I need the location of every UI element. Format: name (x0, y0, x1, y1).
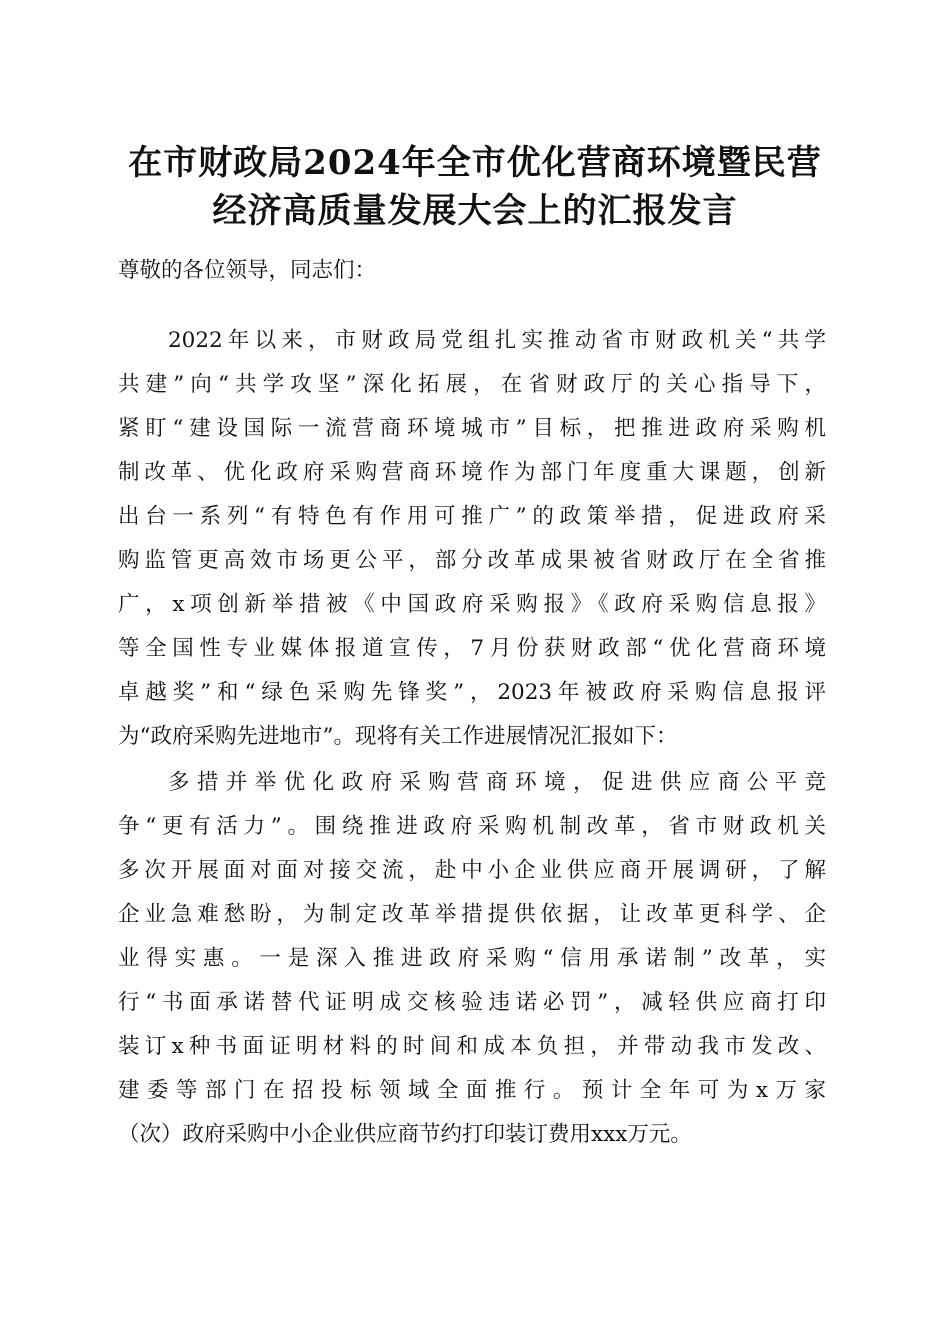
paragraph-2-line: 争“更有活力”。围绕推进政府采购机制改革，省市财政机关 (118, 814, 826, 839)
paragraph-2-line: 业得实惠。一是深入推进政府采购“信用承诺制”改革，实 (118, 946, 826, 971)
paragraph-2-line: 企业急难愁盼，为制定改革举措提供依据，让改革更科学、企 (118, 902, 826, 927)
paragraph-1-line: 购监管更高效市场更公平，部分改革成果被省财政厅在全省推 (118, 548, 826, 573)
paragraph-1-line: 等全国性专业媒体报道宣传，7月份获财政部“优化营商环境 (118, 636, 826, 661)
paragraph-2-line: 装订x种书面证明材料的时间和成本负担，并带动我市发改、 (118, 1034, 826, 1059)
paragraph-1-line: 制改革、优化政府采购营商环境作为部门年度重大课题，创新 (118, 460, 826, 485)
paragraph-1-line: 共建”向“共学攻坚”深化拓展，在省财政厅的关心指导下， (118, 372, 826, 397)
paragraph-2-line: （次）政府采购中小企业供应商节约打印装订费用xxx万元。 (118, 1122, 692, 1147)
paragraph-2-line: 多次开展面对面对接交流，赴中小企业供应商开展调研，了解 (118, 858, 826, 883)
document-title-line-2: 经济高质量发展大会上的汇报发言 (212, 191, 738, 231)
paragraph-1-line: 2022年以来，市财政局党组扎实推动省市财政机关“共学 (168, 328, 826, 353)
paragraph-1-line: 广，x项创新举措被《中国政府采购报》《政府采购信息报》 (118, 592, 826, 617)
paragraph-1-line: 出台一系列“有特色有作用可推广”的政策举措，促进政府采 (118, 504, 826, 529)
salutation: 尊敬的各位领导，同志们： (118, 258, 377, 283)
paragraph-2-line: 建委等部门在招投标领域全面推行。预计全年可为x万家 (118, 1078, 826, 1103)
paragraph-1-line: 为“政府采购先进地市”。现将有关工作进展情况汇报如下： (118, 724, 678, 749)
paragraph-2-line: 多措并举优化政府采购营商环境，促进供应商公平竞 (168, 770, 826, 795)
document-title-line-1: 在市财政局2024年全市优化营商环境暨民营 (128, 143, 822, 183)
paragraph-1-line: 卓越奖”和“绿色采购先锋奖”，2023年被政府采购信息报评 (118, 680, 826, 705)
paragraph-1-line: 紧盯“建设国际一流营商环境城市”目标，把推进政府采购机 (118, 416, 826, 441)
paragraph-2-line: 行“书面承诺替代证明成交核验违诺必罚”，减轻供应商打印 (118, 990, 826, 1015)
